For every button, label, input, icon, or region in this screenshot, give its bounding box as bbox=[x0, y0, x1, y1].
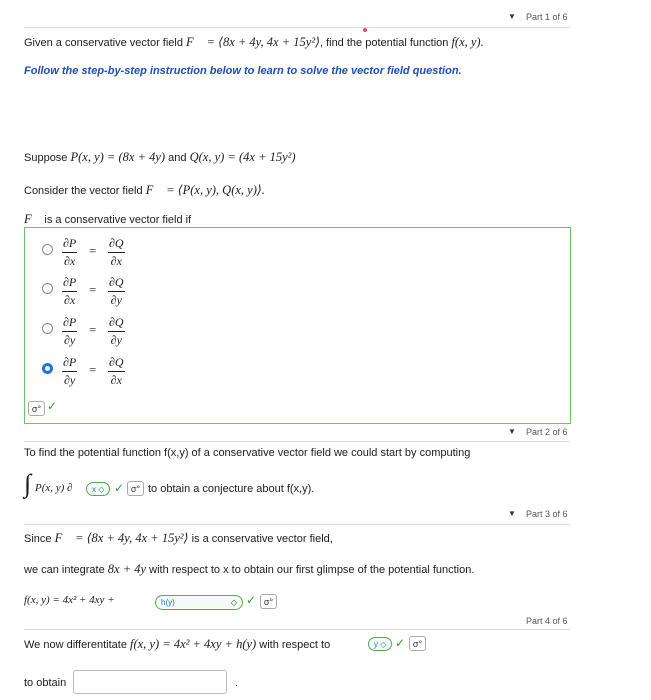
diff-prefix: We now differentitate bbox=[24, 639, 127, 651]
h-select-value: h(y) bbox=[161, 598, 175, 607]
conservative-text: is a conservative vector field if bbox=[44, 214, 192, 226]
suppose-line bbox=[24, 150, 296, 165]
p-expression: P(x, y) = (8x + 4y) bbox=[70, 150, 166, 164]
frac-right: $\frac{\partial Q}{\partial x}$ bbox=[109, 355, 124, 387]
integral-sign: ∫ bbox=[24, 469, 32, 498]
correct-check-icon: ✓ bbox=[395, 636, 406, 650]
divider bbox=[24, 441, 570, 442]
and-text: and bbox=[168, 152, 187, 164]
diff-suffix: with respect to bbox=[259, 639, 331, 651]
answer-input[interactable] bbox=[73, 670, 227, 694]
frac-right: $\frac{\partial Q}{\partial y}$ bbox=[109, 275, 124, 307]
collapse-part3-icon[interactable]: ▼ bbox=[508, 509, 516, 518]
collapse-part1-icon[interactable]: ▼ bbox=[508, 12, 516, 21]
equals: = bbox=[89, 362, 97, 377]
integral-body: P(x, y) ∂ bbox=[35, 482, 73, 494]
variable-select[interactable]: y ◇ bbox=[368, 637, 392, 651]
frac-left: $\frac{\partial P}{\partial x}$ bbox=[63, 236, 77, 268]
divider bbox=[24, 629, 570, 630]
variable-select[interactable]: x ◇ bbox=[86, 482, 110, 496]
obtain-label: to obtain bbox=[24, 677, 67, 689]
frac-left: $\frac{\partial P}{\partial y}$ bbox=[63, 355, 77, 387]
frac-right: $\frac{\partial Q}{\partial y}$ bbox=[109, 315, 124, 347]
instruction-text: Follow the step-by-step instruction below to learn to solve the vector field question. bbox=[24, 65, 462, 77]
key-icon[interactable]: σ° bbox=[127, 481, 144, 496]
field-expression: F⃗ = ⟨8x + 4y, 4x + 15y²⟩ bbox=[186, 35, 320, 49]
integrate-line bbox=[24, 562, 474, 577]
diff-expression: f(x, y) = 4x² + 4xy + h(y) bbox=[130, 637, 257, 651]
radio-option-3[interactable] bbox=[42, 323, 53, 334]
select-caret-icon: ◇ bbox=[230, 598, 237, 607]
q-expression: Q(x, y) = (4x + 15y²) bbox=[189, 150, 296, 164]
equals: = bbox=[89, 243, 97, 258]
integrate-expression: 8x + 4y bbox=[107, 562, 147, 576]
part2-intro: To find the potential function f(x,y) of a conservative vector field we could start by computing bbox=[24, 447, 471, 459]
h-select[interactable] bbox=[155, 595, 243, 610]
consider-prefix: Consider the vector field bbox=[24, 185, 143, 197]
marker-dot bbox=[363, 28, 367, 32]
f-vector: F⃗ bbox=[24, 212, 42, 226]
equals: = bbox=[89, 282, 97, 297]
consider-expression: F⃗ = ⟨P(x, y), Q(x, y)⟩. bbox=[145, 183, 265, 197]
equals: = bbox=[89, 322, 97, 337]
correct-check-icon: ✓ bbox=[47, 399, 58, 413]
radio-option-1[interactable] bbox=[42, 244, 53, 255]
divider bbox=[24, 27, 570, 28]
frac-left: $\frac{\partial P}{\partial x}$ bbox=[63, 275, 77, 307]
conservative-label bbox=[24, 212, 191, 227]
part1-label: Part 1 of 6 bbox=[526, 12, 568, 22]
integrate-suffix: with respect to x to obtain our first glimpse of the potential function. bbox=[149, 564, 475, 576]
question-suffix: , find the potential function bbox=[319, 37, 449, 49]
potential-fn: f(x, y). bbox=[451, 35, 484, 49]
question-line bbox=[24, 34, 484, 50]
key-icon[interactable]: σ° bbox=[409, 636, 426, 651]
question-prefix: Given a conservative vector field bbox=[24, 37, 183, 49]
part3-label: Part 3 of 6 bbox=[526, 509, 568, 519]
since-suffix: is a conservative vector field, bbox=[191, 533, 333, 545]
potential-expression: f(x, y) = 4x² + 4xy + bbox=[24, 594, 115, 606]
since-line bbox=[24, 530, 333, 546]
integrate-prefix: we can integrate bbox=[24, 564, 105, 576]
frac-left: $\frac{\partial P}{\partial y}$ bbox=[63, 315, 77, 347]
collapse-part2-icon[interactable]: ▼ bbox=[508, 427, 516, 436]
radio-option-2[interactable] bbox=[42, 283, 53, 294]
since-prefix: Since bbox=[24, 533, 52, 545]
part2-suffix: to obtain a conjecture about f(x,y). bbox=[148, 483, 315, 495]
divider bbox=[24, 524, 570, 525]
part4-label: Part 4 of 6 bbox=[526, 616, 568, 626]
correct-check-icon: ✓ bbox=[114, 481, 125, 495]
options-box bbox=[24, 227, 571, 424]
diff-line bbox=[24, 637, 330, 652]
key-icon[interactable]: σ° bbox=[28, 401, 45, 416]
frac-right: $\frac{\partial Q}{\partial x}$ bbox=[109, 236, 124, 268]
since-expression: F⃗ = ⟨8x + 4y, 4x + 15y²⟩ bbox=[54, 531, 189, 545]
part2-label: Part 2 of 6 bbox=[526, 427, 568, 437]
consider-line bbox=[24, 182, 265, 198]
period: . bbox=[235, 677, 239, 689]
radio-option-4-selected[interactable] bbox=[42, 363, 53, 374]
key-icon[interactable]: σ° bbox=[260, 594, 277, 609]
correct-check-icon: ✓ bbox=[246, 593, 257, 607]
suppose-prefix: Suppose bbox=[24, 152, 68, 164]
